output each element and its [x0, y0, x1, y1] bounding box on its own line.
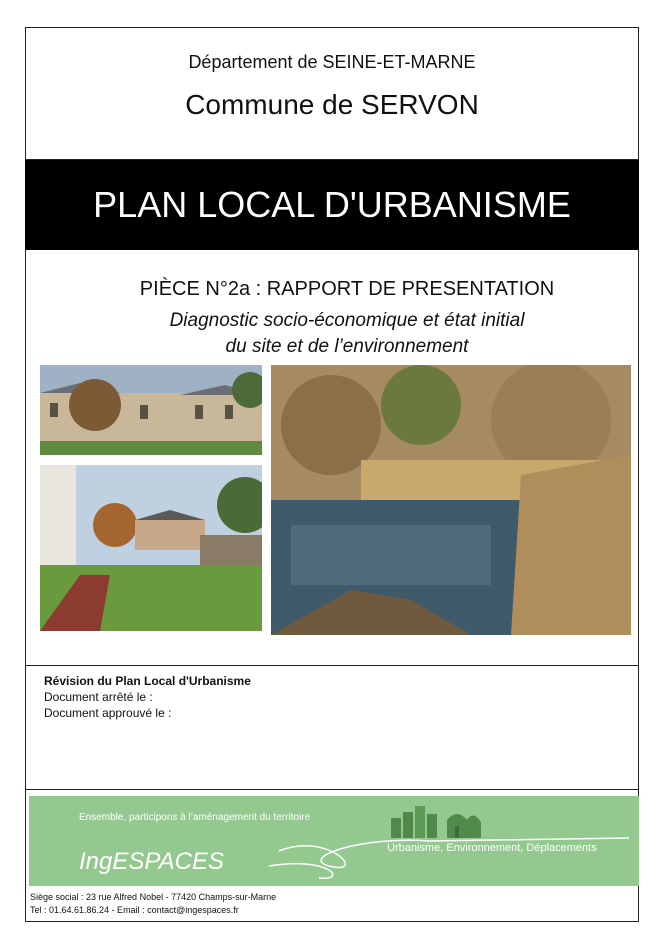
revision-heading: Révision du Plan Local d'Urbanisme [44, 674, 251, 688]
footer-address: Siège social : 23 rue Alfred Nobel - 77420 Champs-sur-Marne [30, 892, 277, 902]
revision-block [44, 673, 251, 721]
brand-name: IngESPACES [79, 848, 224, 875]
banner-services: Urbanisme, Environnement, Déplacements [387, 842, 597, 854]
commune-heading: Commune de SERVON [185, 89, 479, 120]
subtitle-line-1: Diagnostic socio-économique et état initial [169, 310, 525, 331]
photo-pond [271, 365, 631, 635]
document-title: PLAN LOCAL D'URBANISME [93, 184, 571, 225]
department-heading: Département de SEINE-ET-MARNE [188, 52, 476, 72]
photo-village [40, 465, 262, 631]
footer-contact: Tel : 01.64.61.86.24 - Email : contact@ingespaces.fr [30, 905, 239, 915]
banner-tagline: Ensemble, participons à l’aménagement du territoire [79, 812, 311, 823]
document-approuve-label: Document approuvé le : [44, 706, 172, 720]
ingespaces-banner [29, 796, 639, 886]
piece-heading: PIÈCE N°2a : RAPPORT DE PRESENTATION [139, 278, 555, 300]
photo-manor-house [40, 365, 262, 455]
buildings-logo-icon [389, 800, 489, 840]
banner-divider [25, 789, 639, 790]
document-arrete-label: Document arrêté le : [44, 690, 153, 704]
title-band [25, 160, 639, 250]
subtitle-line-2: du site et de l’environnement [225, 336, 469, 357]
revision-divider [25, 665, 639, 666]
